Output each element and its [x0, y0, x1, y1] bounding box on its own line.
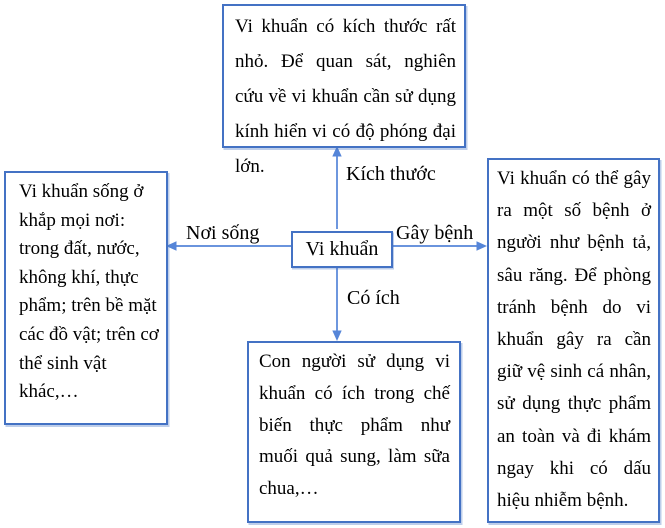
- box-gay-benh-description: [487, 158, 660, 523]
- box-noi-song-text: Vi khuẩn sống ở khắp mọi nơi: trong đất, nước, không khí, thực phẩm; trên bề mặt các đồ vật; trên cơ thể sinh vật khác,…: [19, 181, 159, 403]
- box-kich-thuoc-text: Vi khuẩn có kích thước rất nhỏ. Để quan sát, nghiên cứu về vi khuẩn cần sử dụng kính hiển vi có độ phóng đại lớn.: [235, 16, 456, 177]
- box-noi-song-description: [4, 171, 168, 425]
- center-node-vi-khuan: Vi khuẩn: [291, 231, 393, 268]
- box-gay-benh-text: Vi khuẩn có thể gây ra một số bệnh ở người như bệnh tả, sâu răng. Để phòng tránh bệnh do vi khuẩn gây ra cần giữ vệ sinh cá nhân, sử dụng thực phẩm an toàn và đi khám ngay khi có dấu hiệu nhiễm bệnh.: [497, 168, 651, 512]
- edge-label-co-ich: Có ích: [347, 287, 400, 309]
- box-co-ich-description: [247, 341, 461, 523]
- edge-label-kich-thuoc: Kích thước: [346, 163, 436, 185]
- arrow-down-co-ich-icon: [332, 268, 341, 341]
- box-kich-thuoc-description: [222, 4, 466, 177]
- box-co-ich-text: Con người sử dụng vi khuẩn có ích trong chế biến thực phẩm như muối quả sung, làm sữa chua,…: [259, 351, 450, 500]
- edge-label-gay-benh: Gây bệnh: [396, 222, 474, 244]
- edge-label-noi-song: Nơi sống: [186, 222, 260, 244]
